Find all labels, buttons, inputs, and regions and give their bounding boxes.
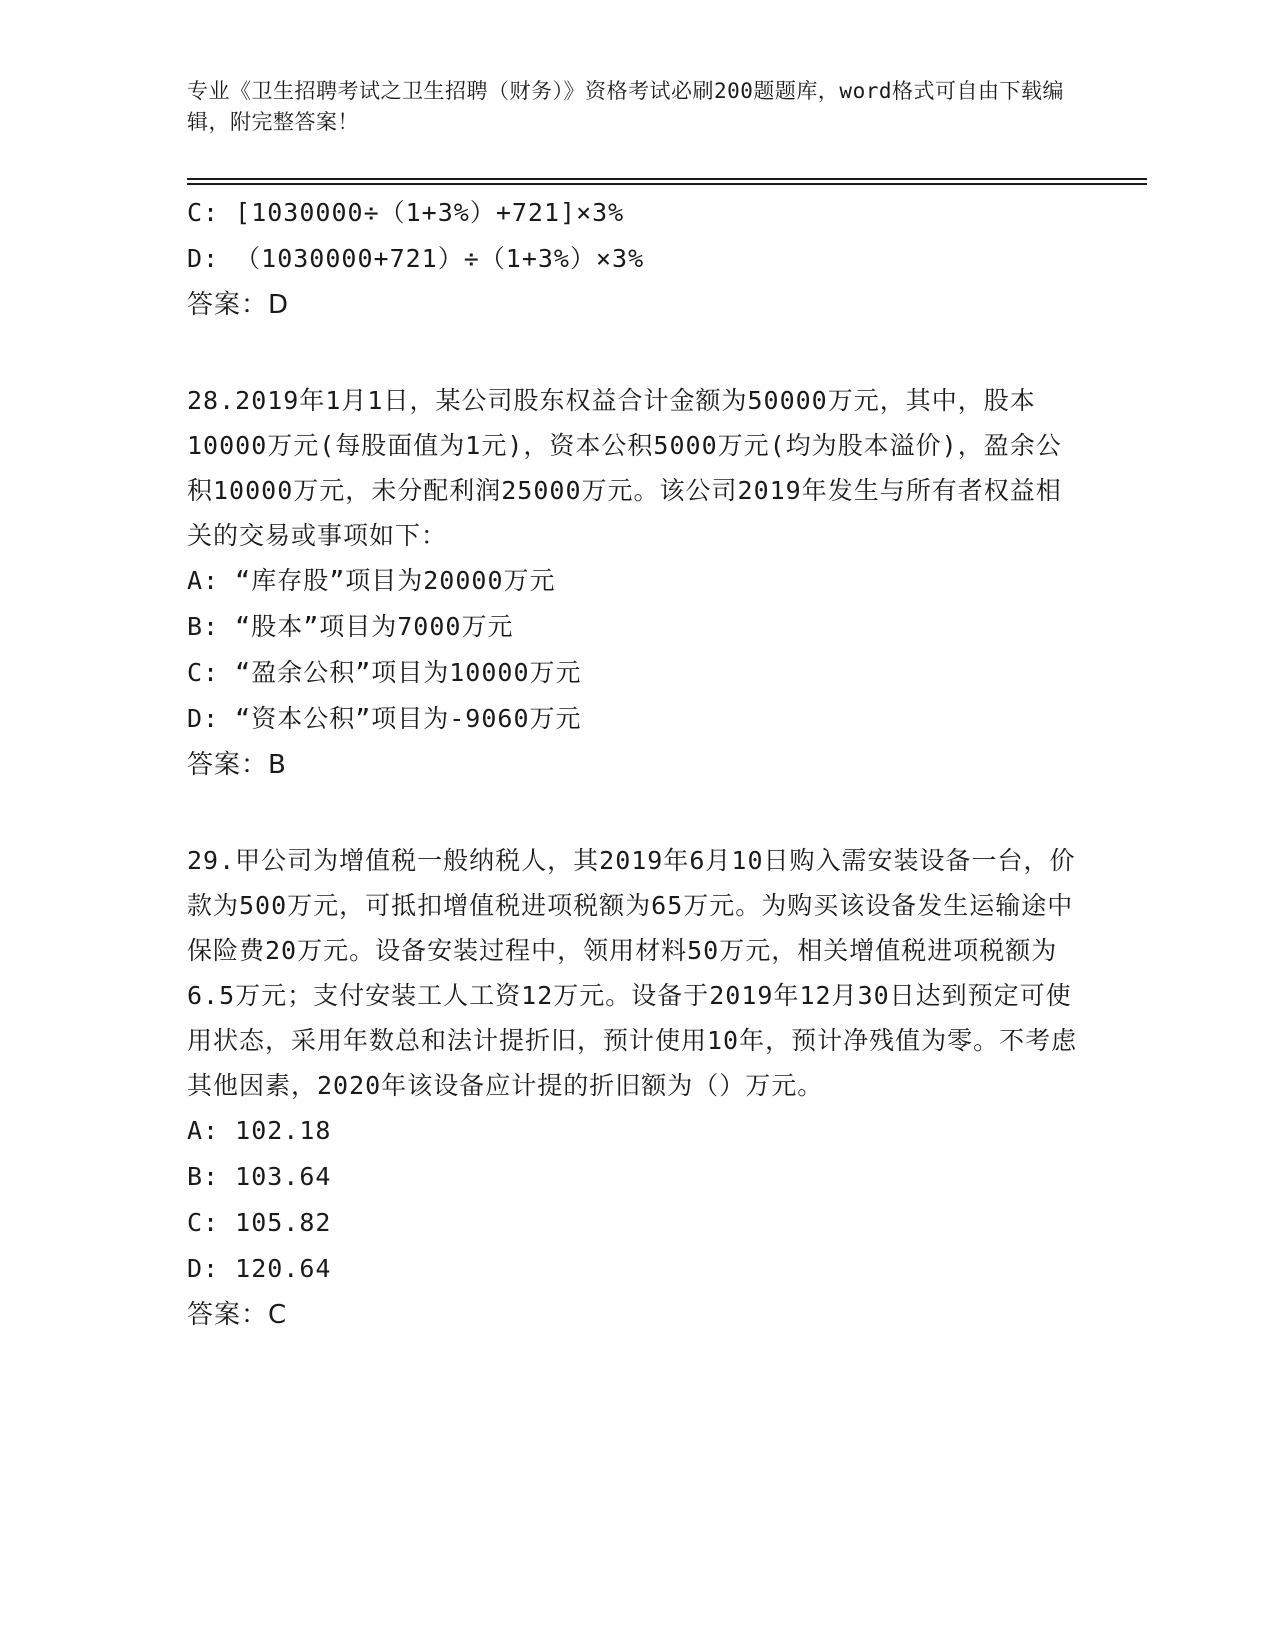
q27-answer: 答案：D <box>187 290 290 320</box>
question-29 <box>187 838 1087 1338</box>
q29-option-d: D: 120.64 <box>187 1254 332 1283</box>
q27-option-c: C: [1030000÷（1+3%）+721]×3% <box>187 198 625 227</box>
q28-option-b: B: “股本”项目为7000万元 <box>187 612 514 641</box>
q28-answer: 答案：B <box>187 750 287 780</box>
spacer <box>187 788 1087 838</box>
q28-stem: 28.2019年1月1日，某公司股东权益合计金额为50000万元，其中，股本10000万元(每股面值为1元)，资本公积5000万元(均为股本溢价)，盈余公积10000万元，未分配利润25000万元。该公司2019年发生与所有者权益相关的交易或事项如下： <box>187 386 1062 550</box>
question-content <box>187 190 1087 1338</box>
q28-option-a: A: “库存股”项目为20000万元 <box>187 566 556 595</box>
document-header: 专业《卫生招聘考试之卫生招聘（财务）》资格考试必刷200题题库，word格式可自由下载编辑，附完整答案！ <box>187 79 1064 134</box>
question-28 <box>187 378 1087 788</box>
q29-answer: 答案：C <box>187 1300 288 1330</box>
q28-option-c: C: “盈余公积”项目为10000万元 <box>187 658 582 687</box>
q27-option-d: D: （1030000+721）÷（1+3%）×3% <box>187 244 645 273</box>
q28-option-d: D: “资本公积”项目为-9060万元 <box>187 704 582 733</box>
header-divider-top <box>187 178 1147 180</box>
q29-option-c: C: 105.82 <box>187 1208 332 1237</box>
spacer <box>187 328 1087 378</box>
q29-stem: 29.甲公司为增值税一般纳税人，其2019年6月10日购入需安装设备一台，价款为500万元，可抵扣增值税进项税额为65万元。为购买该设备发生运输途中保险费20万元。设备安装过程中，领用材料50万元，相关增值税进项税额为6.5万元；支付安装工人工资12万元。设备于2019年12月30日达到预定可使用状态，采用年数总和法计提折旧，预计使用10年，预计净残值为零。不考虑其他因素，2020年该设备应计提的折旧额为（）万元。 <box>187 846 1078 1100</box>
header-divider-bottom <box>187 183 1147 185</box>
q29-option-b: B: 103.64 <box>187 1162 332 1191</box>
q29-option-a: A: 102.18 <box>187 1116 332 1145</box>
